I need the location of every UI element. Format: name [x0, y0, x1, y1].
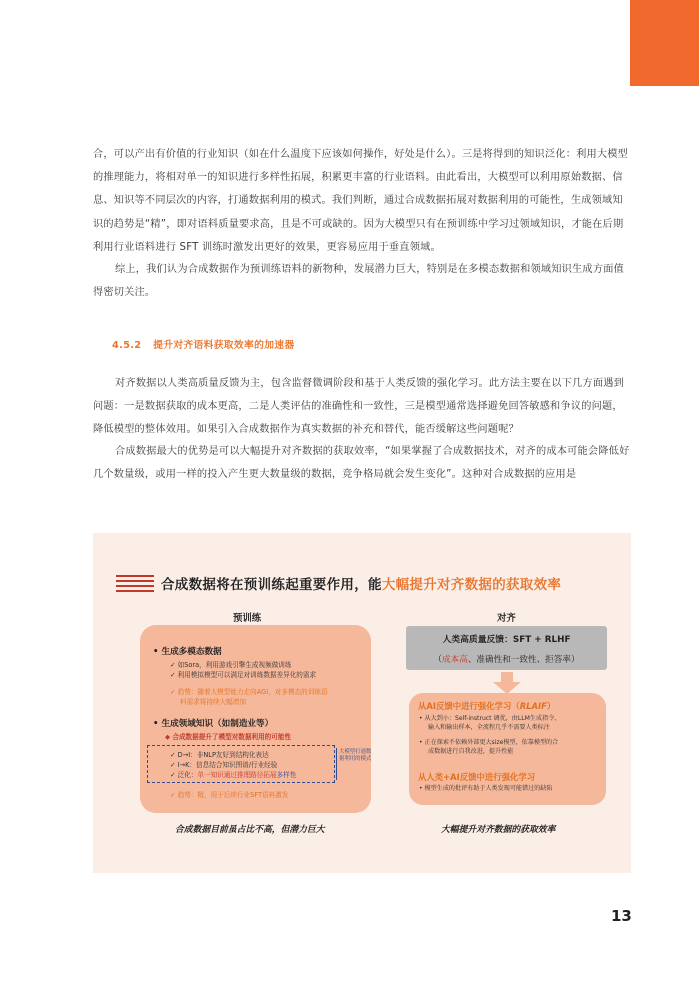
check-item: ✓ D→I：非NLP友好到结构化表达 — [170, 751, 269, 759]
check-item: ✓ 泛化：单一知识通过推理路径拓展多样性 — [170, 771, 297, 779]
rlaif-bullet: 成数据进行自我改进，提升性能 — [428, 748, 514, 755]
trend-note: ✓ 趋势：精，用于后续行业SFT语料激发 — [170, 791, 289, 799]
trend-note: ✓ 趋势：随着大模型能力走向AGI，对多模态的训练语 — [170, 688, 328, 696]
body-paragraph: 综上，我们认为合成数据作为预训练语料的新物种，发展潜力巨大，特别是在多模态数据和领域知识生成方面值得密切关注。 — [93, 264, 624, 299]
side-divider — [336, 748, 337, 780]
rlaif-bullet: 输入和输出样本，全流程几乎不需要人类标注 — [428, 724, 550, 731]
check-item: ✓ 如Sora，利用游戏引擎生成视频做训练 — [170, 661, 292, 669]
figure-title: 合成数据将在预训练起重要作用，能大幅提升对齐数据的获取效率 — [161, 577, 562, 593]
human-feedback-title: 人类高质量反馈：SFT + RLHF — [442, 635, 571, 645]
check-item: ✓ I→K：信息结合知识图谱/行业经验 — [170, 761, 278, 769]
check-item: ✓ 利用模拟模型可以满足对训练数据差异化的需求 — [170, 671, 317, 679]
caption-alignment: 大幅提升对齐数据的获取效率 — [441, 825, 556, 835]
bullet-domain-knowledge: • 生成领域知识（如制造业等） — [153, 719, 274, 729]
body-paragraph: 合，可以产出有价值的行业知识（如在什么温度下应该如何操作，好处是什么）。三是将得到的知识泛化：利用大模型的推理能力，将相对单一的知识进行多样性拓展，积累更丰富的行业语料。由此看出，大模型可以利用原始数据、信息、知识等不同层次的内容，打通数据利用的模式。我们判断，通过合成数据拓展对数据利用的可能性，生成领域知识的趋势是“精”，即对语料质量要求高，且是不可或缺的。因为大模型只有在预训练中学习过领域知识，才能在后期利用行业语料进行 SFT 训练时激发出更好的效果，更容易应用于垂直领域。 — [93, 149, 629, 253]
section-number: 4.5.2 — [112, 340, 142, 351]
corner-accent-block — [630, 0, 699, 86]
bullet-multimodal: • 生成多模态数据 — [153, 647, 222, 657]
body-paragraph: 合成数据最大的优势是可以大幅提升对齐数据的获取效率，“如果掌握了合成数据技术，对齐的成本可能会降低好几个数量级，或用一样的投入产生更大数量级的数据，竞争格局就会发生变化”。这种对合成数据的应用是 — [93, 446, 630, 481]
caption-pretraining: 合成数据目前虽占比不高，但潜力巨大 — [175, 825, 325, 835]
human-ai-bullet: • 模型生成的批评有助于人类发现可能错过的缺陷 — [419, 785, 553, 792]
side-note: 大模型打通数据利用的模式 — [339, 749, 372, 763]
stripes-icon — [116, 575, 154, 593]
diamond-note: ◆ 合成数据提升了模型对数据利用的可能性 — [165, 733, 292, 741]
down-arrow-icon — [493, 672, 521, 694]
human-feedback-issues: （成本高、准确性和一致性、拒答率） — [433, 655, 580, 665]
page-number: 13 — [611, 907, 632, 925]
section-heading — [112, 337, 294, 351]
human-feedback-box — [406, 626, 607, 670]
column-header-pretraining: 预训练 — [233, 613, 262, 624]
rlaif-heading: 从AI反馈中进行强化学习（RLAIF） — [418, 701, 556, 711]
section-title: 提升对齐语料获取效率的加速器 — [153, 340, 295, 351]
body-paragraph: 对齐数据以人类高质量反馈为主，包含监督微调阶段和基于人类反馈的强化学习。此方法主要在以下几方面遇到问题：一是数据获取的成本更高，二是人类评估的准确性和一致性，三是模型通常选择避免回答敏感和争议的问题，降低模型的整体效用。如果引入合成数据作为真实数据的补充和替代，能否缓解这些问题呢？ — [93, 378, 624, 436]
rlaif-bullet: • 从大到小：Self-instruct 调优，由LLM生成指令、 — [419, 715, 561, 722]
column-header-alignment: 对齐 — [497, 613, 516, 624]
trend-note: 料需求将持续大幅增加 — [180, 698, 246, 706]
rlaif-bullet: • 正在探索不依赖外部更大size模型，依靠模型的合 — [419, 739, 559, 746]
human-ai-heading: 从人类+AI反馈中进行强化学习 — [418, 772, 536, 782]
